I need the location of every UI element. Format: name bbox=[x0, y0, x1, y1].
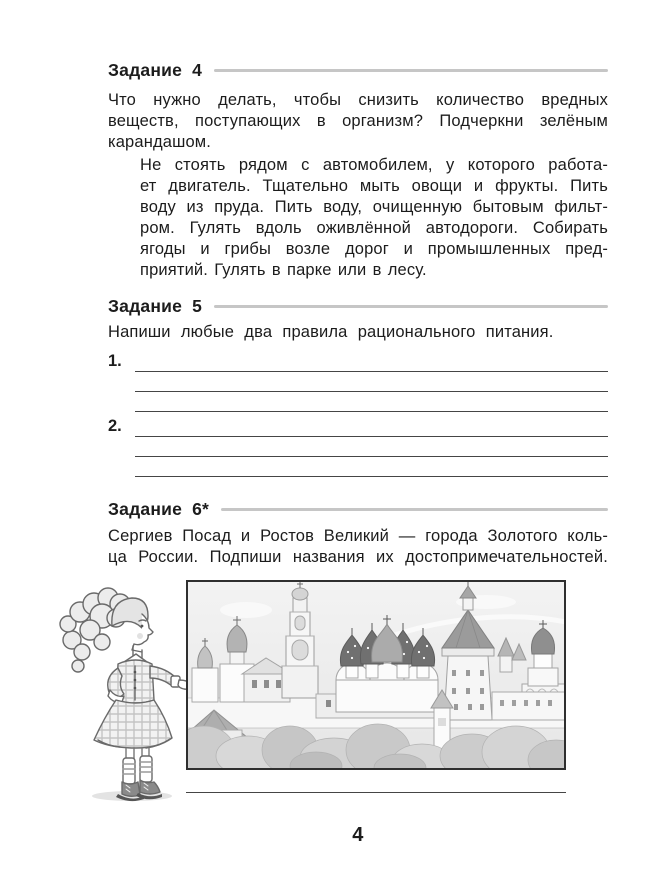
text-line: Сергиев Посад и Ростов Великий — города Золотого коль- bbox=[108, 527, 608, 545]
answer-item-2-lines bbox=[135, 417, 608, 477]
text-line: воду из пруда. Пить воду, очищенную бытовым фильт- bbox=[140, 198, 608, 216]
photo-caption-answer-line[interactable] bbox=[186, 792, 566, 793]
text-line: веществ, поступающих в организм? Подчеркни зелёным bbox=[108, 112, 608, 130]
task6-question bbox=[108, 526, 608, 568]
answer-item-2-number: 2. bbox=[108, 417, 122, 435]
task4-options-text bbox=[140, 155, 608, 281]
task5-title: Задание 5 bbox=[108, 296, 203, 316]
task5-header bbox=[108, 296, 608, 316]
text-line: ягоды и грибы возле дорог и промышленных пред- bbox=[140, 240, 608, 258]
answer-line[interactable] bbox=[135, 392, 608, 412]
answer-item-1 bbox=[108, 352, 608, 412]
task5-question bbox=[108, 322, 608, 343]
text-line: ет двигатель. Тщательно мыть овощи и фрукты. Пить bbox=[140, 177, 608, 195]
answer-item-1-lines bbox=[135, 352, 608, 412]
text-line: Напиши любые два правила рационального питания. bbox=[108, 323, 554, 341]
task6-title: Задание 6* bbox=[108, 499, 210, 519]
task4-header-rule bbox=[214, 69, 608, 72]
answer-line[interactable] bbox=[135, 417, 608, 437]
task6-header bbox=[108, 499, 608, 519]
text-line: Что нужно делать, чтобы снизить количество вредных bbox=[108, 91, 608, 109]
task4-header bbox=[108, 60, 608, 80]
answer-item-2 bbox=[108, 417, 608, 477]
task6-illustration bbox=[108, 580, 608, 812]
task6-header-rule bbox=[221, 508, 608, 511]
answer-line[interactable] bbox=[135, 457, 608, 477]
text-line: карандашом. bbox=[108, 133, 212, 151]
answer-line[interactable] bbox=[135, 437, 608, 457]
monastery-photo bbox=[186, 580, 566, 770]
page-number: 4 bbox=[352, 824, 364, 846]
answer-item-1-number: 1. bbox=[108, 352, 122, 370]
text-line: ром. Гулять вдоль оживлённой автодороги. Собирать bbox=[140, 219, 608, 237]
answer-line[interactable] bbox=[135, 372, 608, 392]
girl-illustration bbox=[50, 582, 200, 804]
answer-line[interactable] bbox=[135, 352, 608, 372]
text-line: ца России. Подпиши названия их достопримечательностей. bbox=[108, 548, 608, 566]
text-line: приятий. Гулять в парке или в лесу. bbox=[140, 261, 427, 279]
task4-title: Задание 4 bbox=[108, 60, 203, 80]
text-line: Не стоять рядом с автомобилем, у которого работа- bbox=[140, 156, 608, 174]
task4-question bbox=[108, 90, 608, 153]
task5-header-rule bbox=[214, 305, 608, 308]
